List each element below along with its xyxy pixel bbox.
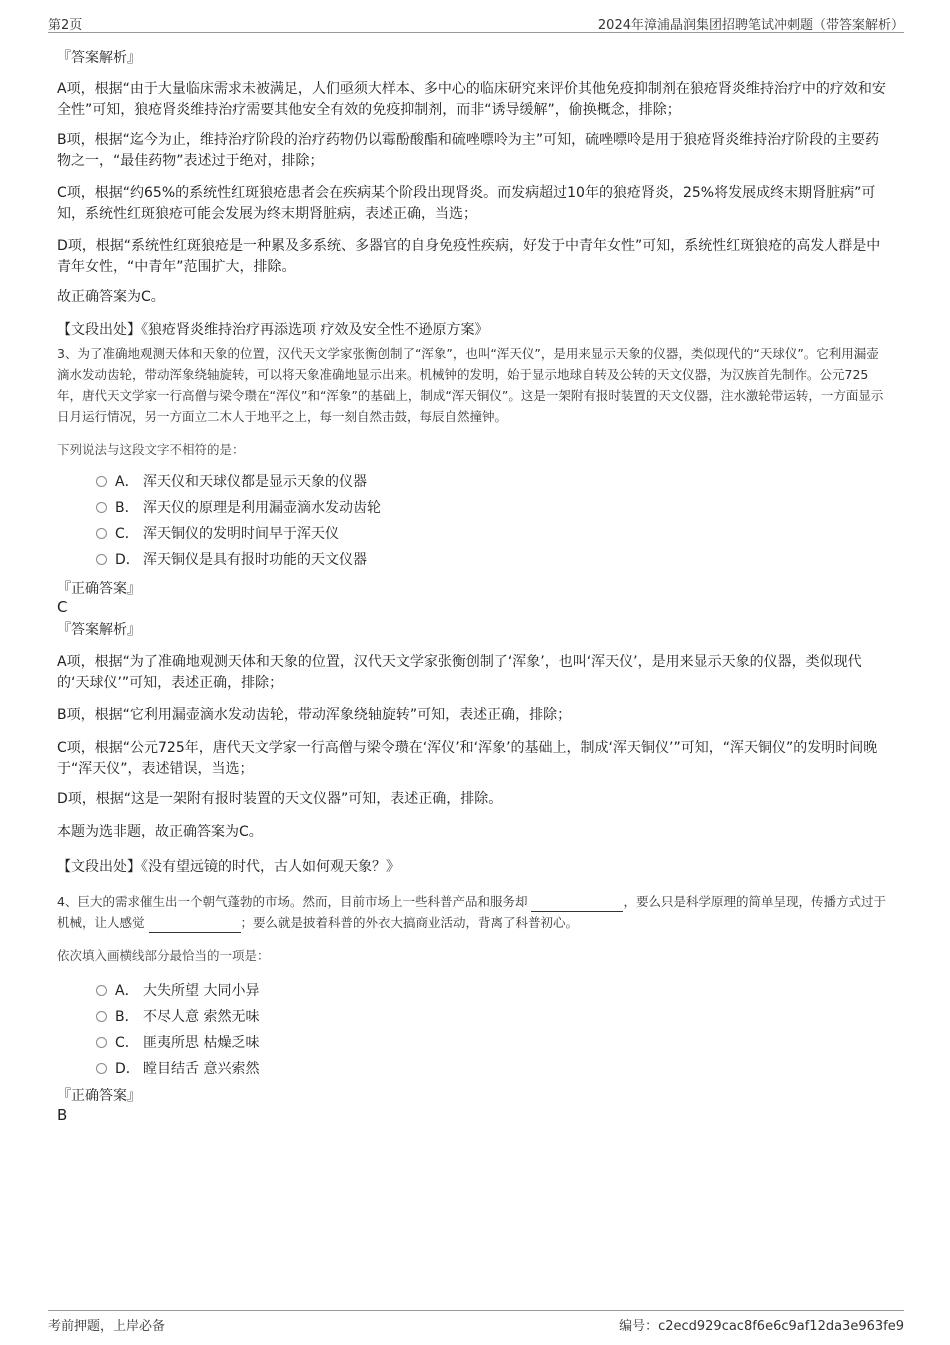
q4-option-c[interactable]: C． 匪夷所思 枯燥乏味: [96, 1033, 259, 1053]
radio-icon[interactable]: [96, 528, 107, 539]
q3-source: 【文段出处】《没有望远镜的时代，古人如何观天象？》: [57, 859, 400, 875]
q2-analysis-a: A项，根据“由于大量临床需求未被满足，人们亟须大样本、多中心的临床研究来评价其他免疫抑制剂在狼疮肾炎维持治疗中的疗效和安全性”可知，狼疮肾炎维持治疗需要其他安全有效的免疫抑制剂，而非“诱导缓解”，偷换概念，排除；: [57, 81, 886, 118]
footer-slogan: 考前押题，上岸必备: [48, 1319, 166, 1334]
document-title: 2024年漳浦晶润集团招聘笔试冲刺题（带答案解析）: [597, 18, 904, 33]
q2-analysis-d: D项，根据“系统性红斑狼疮是一种累及多系统、多器官的自身免疫性疾病，好发于中青年女性”可知，系统性红斑狼疮的高发人群是中青年女性，“中青年”范围扩大，排除。: [57, 238, 881, 275]
q3-analysis-a: A项，根据“为了准确地观测天体和天象的位置，汉代天文学家张衡创制了‘浑象’，也叫‘浑天仪’，是用来显示天象的仪器，类似现代的‘天球仪’”可知，表述正确，排除；: [57, 654, 862, 691]
page-number: 第2页: [48, 18, 83, 33]
q4-answer: B: [57, 1106, 68, 1124]
radio-icon[interactable]: [96, 1037, 107, 1048]
q2-source: 【文段出处】《狼疮肾炎维持治疗再添选项 疗效及安全性不逊原方案》: [57, 322, 489, 338]
q3-option-c[interactable]: C． 浑天铜仪的发明时间早于浑天仪: [96, 524, 339, 544]
q4-question-text: 4、巨大的需求催生出一个朝气蓬勃的市场。然而，目前市场上一些科普产品和服务却 ，要么只是科学原理的简单呈现，传播方式过于机械，让人感觉 ；要么就是披着科普的外衣大搞商业活动，背离了科普初心。: [57, 891, 889, 933]
q4-option-b[interactable]: B． 不尽人意 索然无味: [96, 1007, 259, 1027]
q4-answer-label: 『正确答案』: [57, 1088, 141, 1104]
q2-analysis-b: B项，根据“迄今为止，维持治疗阶段的治疗药物仍以霉酚酸酯和硫唑嘌呤为主”可知，硫唑嘌呤是用于狼疮肾炎维持治疗阶段的主要药物之一，“最佳药物”表述过于绝对，排除；: [57, 132, 880, 169]
q3-analysis-label: 『答案解析』: [57, 622, 141, 638]
radio-icon[interactable]: [96, 554, 107, 565]
q3-question-text: 3、为了准确地观测天体和天象的位置，汉代天文学家张衡创制了“浑象”，也叫“浑天仪”，是用来显示天象的仪器，类似现代的“天球仪”。它利用漏壶滴水发动齿轮，带动浑象绕轴旋转，可以将天象准确地显示出来。机械钟的发明，始于显示地球自转及公转的天文仪器，为汉族首先制作。公元725年，唐代天文学家一行高僧与梁令瓒在“浑仪”和“浑象”的基础上，制成“浑天铜仪”。这是一架附有报时装置的天文仪器，注水激轮带运转，一方面显示日月运行情况，另一方面立二木人于地平之上，每一刻自然击鼓，每辰自然撞钟。: [57, 346, 884, 424]
page-header: [48, 12, 904, 33]
radio-icon[interactable]: [96, 985, 107, 996]
page-footer: [48, 1310, 904, 1335]
q2-analysis-c: C项，根据“约65%的系统性红斑狼疮患者会在疾病某个阶段出现肾炎。而发病超过10年的狼疮肾炎，25%将发展成终末期肾脏病”可知，系统性红斑狼疮可能会发展为终末期肾脏病，表述正确，当选；: [57, 185, 876, 222]
radio-icon[interactable]: [96, 1011, 107, 1022]
fill-blank-2: [149, 918, 241, 933]
q3-analysis-d: D项，根据“这是一架附有报时装置的天文仪器”可知，表述正确，排除。: [57, 791, 503, 807]
radio-icon[interactable]: [96, 1063, 107, 1074]
q3-answer-label: 『正确答案』: [57, 581, 141, 597]
q3-answer: C: [57, 598, 68, 616]
q2-conclusion: 故正确答案为C。: [57, 289, 165, 305]
q4-prompt: 依次填入画横线部分最恰当的一项是：: [57, 948, 270, 963]
q3-option-a[interactable]: A． 浑天仪和天球仪都是显示天象的仪器: [96, 472, 367, 492]
q2-analysis-label: 『答案解析』: [57, 50, 141, 66]
q4-option-a[interactable]: A． 大失所望 大同小异: [96, 981, 259, 1001]
fill-blank-1: [531, 897, 623, 912]
radio-icon[interactable]: [96, 502, 107, 513]
q4-option-d[interactable]: D． 瞠目结舌 意兴索然: [96, 1059, 259, 1079]
q3-option-d[interactable]: D． 浑天铜仪是具有报时功能的天文仪器: [96, 550, 367, 570]
radio-icon[interactable]: [96, 476, 107, 487]
q3-prompt: 下列说法与这段文字不相符的是：: [57, 442, 245, 457]
q3-analysis-c: C项，根据“公元725年，唐代天文学家一行高僧与梁令瓒在‘浑仪’和‘浑象’的基础上，制成‘浑天铜仪’”可知，“浑天铜仪”的发明时间晚于“浑天仪”，表述错误，当选；: [57, 740, 878, 777]
q3-option-b[interactable]: B． 浑天仪的原理是利用漏壶滴水发动齿轮: [96, 498, 381, 518]
q3-conclusion: 本题为选非题，故正确答案为C。: [57, 824, 263, 840]
q3-analysis-b: B项，根据“它利用漏壶滴水发动齿轮，带动浑象绕轴旋转”可知，表述正确，排除；: [57, 707, 572, 723]
document-id: 编号：c2ecd929cac8f6e6c9af12da3e963fe9: [619, 1319, 904, 1334]
